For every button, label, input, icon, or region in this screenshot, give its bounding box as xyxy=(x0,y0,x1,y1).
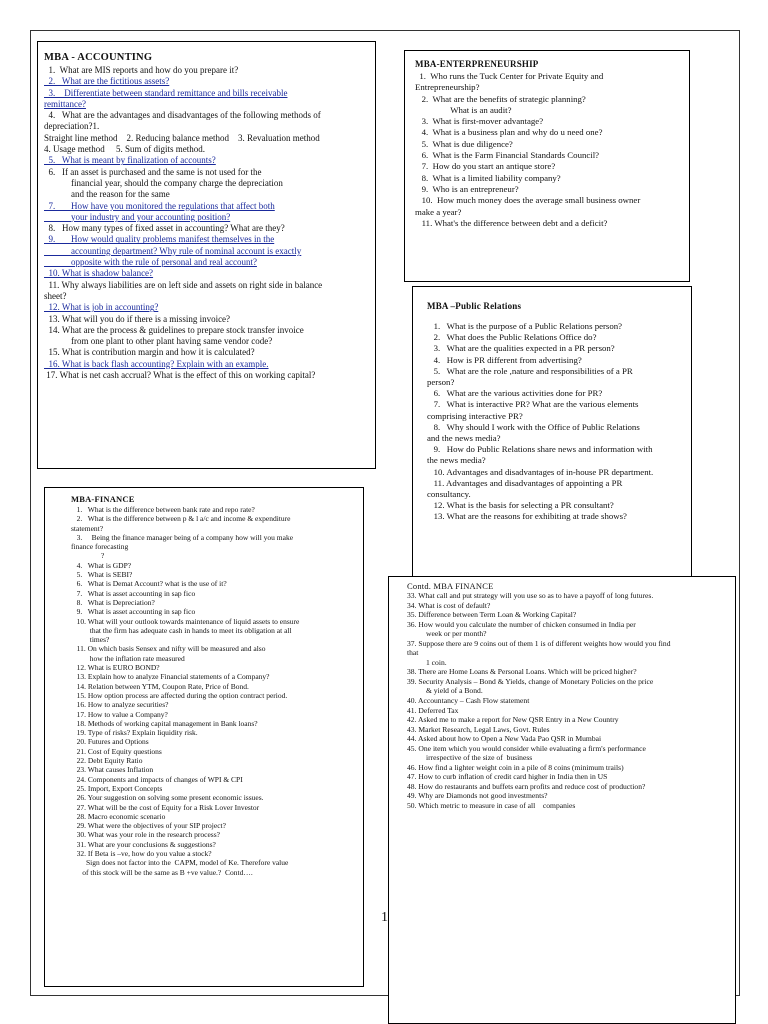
question-item: 15. How option process are affected during the option contract period. xyxy=(71,690,288,700)
question-item: 17. How to value a Company? xyxy=(71,709,168,719)
question-item: 37. Suppose there are 9 coins out of them 1 is of different weights how would you find that 1 coin. xyxy=(407,638,671,667)
accounting-title: MBA - ACCOUNTING xyxy=(44,52,153,63)
question-item: 20. Futures and Options xyxy=(71,737,149,747)
question-item: 5. What are the role ,nature and responsibilities of a PR person? xyxy=(427,365,633,388)
question-item: 7. What is interactive PR? What are the various elements comprising interactive PR? xyxy=(427,399,639,421)
question-item: 1. Who runs the Tuck Center for Private Equity and Entrepreneurship? xyxy=(415,71,604,93)
question-item: 24. Components and impacts of changes of WPI & CPI xyxy=(71,774,243,784)
entrepreneurship-questions-box xyxy=(404,50,690,282)
question-item: 25. Import, Export Concepts xyxy=(71,783,163,793)
finance-contd-list xyxy=(407,591,729,811)
question-item: 43. Market Research, Legal Laws, Govt. Rules xyxy=(407,724,550,734)
question-item: 40. Accountancy – Cash Flow statement xyxy=(407,696,530,706)
question-item: 3. What is first-mover advantage? xyxy=(415,116,544,127)
question-item: 11. What's the difference between debt and a deficit? xyxy=(415,217,608,228)
question-item: 8. How many types of fixed asset in accounting? What are they? xyxy=(44,223,285,234)
question-item: 15. What is contribution margin and how it is calculated? xyxy=(44,347,255,358)
question-item: 4. What is GDP? xyxy=(71,560,132,570)
question-item: 49. Why are Diamonds not good investments? xyxy=(407,791,548,801)
question-link[interactable]: 16. What is back flash accounting? Explain with an example. xyxy=(44,358,269,369)
question-item: 9. Who is an entrepreneur? xyxy=(415,183,519,194)
question-link[interactable]: 10. What is shadow balance? xyxy=(44,268,154,279)
question-item: 42. Asked me to make a report for New QSR Entry in a New Country xyxy=(407,715,619,725)
question-item: 44. Asked about how to Open a New Vada Pao QSR in Mumbai xyxy=(407,734,602,744)
entrepreneurship-title: MBA-ENTERPRENEURSHIP xyxy=(415,59,539,69)
question-item: 19. Type of risks? Explain liquidity risk. xyxy=(71,728,198,738)
question-item: 8. Why should I work with the Office of Public Relations and the news media? xyxy=(427,421,640,444)
question-item: 30. What was your role in the research process? xyxy=(71,830,220,840)
public-relations-title: MBA –Public Relations xyxy=(427,301,522,311)
question-item: 29. What were the objectives of your SIP project? xyxy=(71,821,226,831)
question-item: 7. What is asset accounting in sap fico xyxy=(71,588,196,598)
question-item: 50. Which metric to measure in case of all companies xyxy=(407,801,576,811)
question-item: 11. On which basis Sensex and nifty will be measured and also how the inflation rate measured xyxy=(76,644,266,663)
question-item: 5. What is due diligence? xyxy=(415,138,513,149)
question-item: 9. What is asset accounting in sap fico xyxy=(71,607,196,617)
question-link[interactable]: 5. What is meant by finalization of accounts? xyxy=(44,155,216,166)
question-item: 1. What is the purpose of a Public Relations person? xyxy=(427,321,623,331)
question-item: 1. What are MIS reports and how do you prepare it? xyxy=(44,65,239,75)
finance-list xyxy=(71,505,357,877)
question-item: 13. Explain how to analyze Financial statements of a Company? xyxy=(71,672,270,682)
question-item: 22. Debt Equity Ratio xyxy=(71,756,143,766)
question-link[interactable]: 12. What is job in accounting? xyxy=(44,302,159,313)
finance-title: MBA-FINANCE xyxy=(71,494,135,504)
question-item: 31. What are your conclusions & suggestions? xyxy=(71,839,216,849)
question-item: 18. Methods of working capital management in Bank loans? xyxy=(71,718,258,728)
question-item: 6. What is the Farm Financial Standards Council? xyxy=(415,150,600,161)
question-item: 28. Macro economic scenario xyxy=(71,811,166,821)
question-item: 48. How do restaurants and buffets earn profits and reduce cost of production? xyxy=(407,781,646,791)
question-link[interactable]: 3. Differentiate between standard remittance and bills receivable remittance? xyxy=(44,87,288,109)
question-item: 41. Deferred Tax xyxy=(407,705,459,715)
question-item: 12. What is the basis for selecting a PR consultant? xyxy=(427,500,614,511)
question-item: 4. What is a business plan and why do u need one? xyxy=(415,127,603,138)
page-number: 1 xyxy=(381,910,388,925)
question-item: 16. How to analyze securities? xyxy=(71,700,169,710)
finance-questions-box xyxy=(44,487,364,987)
question-item: 46. How find a lighter weight coin in a pile of 8 coins (minimum trails) xyxy=(407,762,624,772)
question-item: 23. What causes Inflation xyxy=(71,765,154,775)
question-link[interactable]: 2. What are the fictitious assets? xyxy=(44,76,170,87)
question-item: 39. Security Analysis – Bond & Yields, change of Monetary Policies on the price & yield of a Bond. xyxy=(407,676,654,696)
question-item: 34. What is cost of default? xyxy=(407,600,491,610)
question-item: 8. What is a limited liability company? xyxy=(415,172,561,183)
question-item: 47. How to curb inflation of credit card higher in India then in US xyxy=(407,772,608,782)
question-item: 38. There are Home Loans & Personal Loans. Which will be priced higher? xyxy=(407,667,637,677)
question-item: 12. What is EURO BOND? xyxy=(71,663,160,673)
question-item: 5. What is SEBI? xyxy=(71,570,133,580)
question-item: 27. What will be the cost of Equity for a Risk Lover Investor xyxy=(71,802,260,812)
question-item: 6. If an asset is purchased and the same is not used for the financial year, should the company charge the depreciation and the reason for the same xyxy=(48,166,283,200)
question-item: 26. Your suggestion on solving some present economic issues. xyxy=(71,793,264,803)
question-item: 10. What will your outlook towards maintenance of liquid assets to ensure that the firm has adequate cash in hands to meet its obligation at all times? xyxy=(76,616,300,645)
question-item: 8. What is Depreciation? xyxy=(71,597,155,607)
accounting-questions-box xyxy=(37,41,376,469)
question-item: 33. What call and put strategy will you use so as to have a payoff of long futures. xyxy=(407,591,654,600)
public-relations-list xyxy=(427,321,683,523)
question-item: 4. What are the advantages and disadvantages of the following methods of depreciation?1. xyxy=(44,110,321,132)
question-item: 9. How do Public Relations share news and information with the news media? xyxy=(427,444,653,466)
question-item: 2. What are the benefits of strategic planning? What is an audit? xyxy=(421,93,586,115)
accounting-list xyxy=(44,65,369,381)
public-relations-questions-box xyxy=(412,286,692,598)
question-item: 21. Cost of Equity questions xyxy=(71,746,162,756)
question-item: 11. Advantages and disadvantages of appointing a PR consultancy. xyxy=(427,477,623,500)
question-item: 7. How do you start an antique store? xyxy=(415,161,556,172)
question-item: 45. One item which you would consider while evaluating a firm's performance irrespective of the size of business xyxy=(407,743,646,763)
question-item: 6. What is Demat Account? what is the use of it? xyxy=(71,579,227,589)
question-item: 1. What is the difference between bank rate and repo rate? xyxy=(71,505,255,514)
question-item: 6. What are the various activities done for PR? xyxy=(427,388,603,399)
question-item: 17. What is net cash accrual? What is the effect of this on working capital? xyxy=(44,370,316,381)
question-item: 4. How is PR different from advertising? xyxy=(427,354,582,365)
question-item: Straight line method 2. Reducing balance method 3. Revaluation method 4. Usage method 5. Sum of digits method. xyxy=(44,132,320,155)
question-item: 32. If Beta is –ve, how do you value a stock? Sign does not factor into the CAPM, model of Ke. Therefore value of this stock will be the same as B +ve value.? Contd…. xyxy=(76,848,289,877)
question-item: 35. Difference between Term Loan & Working Capital? xyxy=(407,610,577,620)
question-item: 14. What are the process & guidelines to prepare stock transfer invoice from one plant to other plant having same vendor code? xyxy=(48,324,304,347)
question-item: 3. Being the finance manager being of a company how will you make finance forecasting ? xyxy=(71,532,294,561)
finance-contd-title: Contd. MBA FINANCE xyxy=(407,581,494,591)
question-item: 36. How would you calculate the number of chicken consumed in India per week or per month? xyxy=(407,619,636,639)
question-item: 13. What are the reasons for exhibiting at trade shows? xyxy=(427,511,627,522)
finance-contd-questions-box xyxy=(388,576,736,1024)
question-item: 2. What is the difference between p & l a/c and income & expenditure statement? xyxy=(71,514,291,533)
question-item: 11. Why always liabilities are on left side and assets on right side in balance sheet? xyxy=(44,279,323,301)
question-item: 10. How much money does the average small business owner make a year? xyxy=(415,195,641,217)
question-item: 13. What will you do if there is a missing invoice? xyxy=(44,313,231,324)
question-item: 14. Relation between YTM, Coupon Rate, Price of Bond. xyxy=(71,681,249,691)
question-item: 10. Advantages and disadvantages of in-house PR department. xyxy=(427,466,654,477)
question-item: 3. What are the qualities expected in a PR person? xyxy=(427,343,615,354)
question-link[interactable]: 7. How have you monitored the regulations that affect both your industry and your accounting position? xyxy=(48,200,275,222)
entrepreneurship-list xyxy=(415,71,681,229)
question-link[interactable]: 9. How would quality problems manifest themselves in the accounting department? Why rule of nominal account is exactly opposite with the rule of personal and real account? xyxy=(48,234,302,268)
question-item: 2. What does the Public Relations Office do? xyxy=(427,332,597,343)
